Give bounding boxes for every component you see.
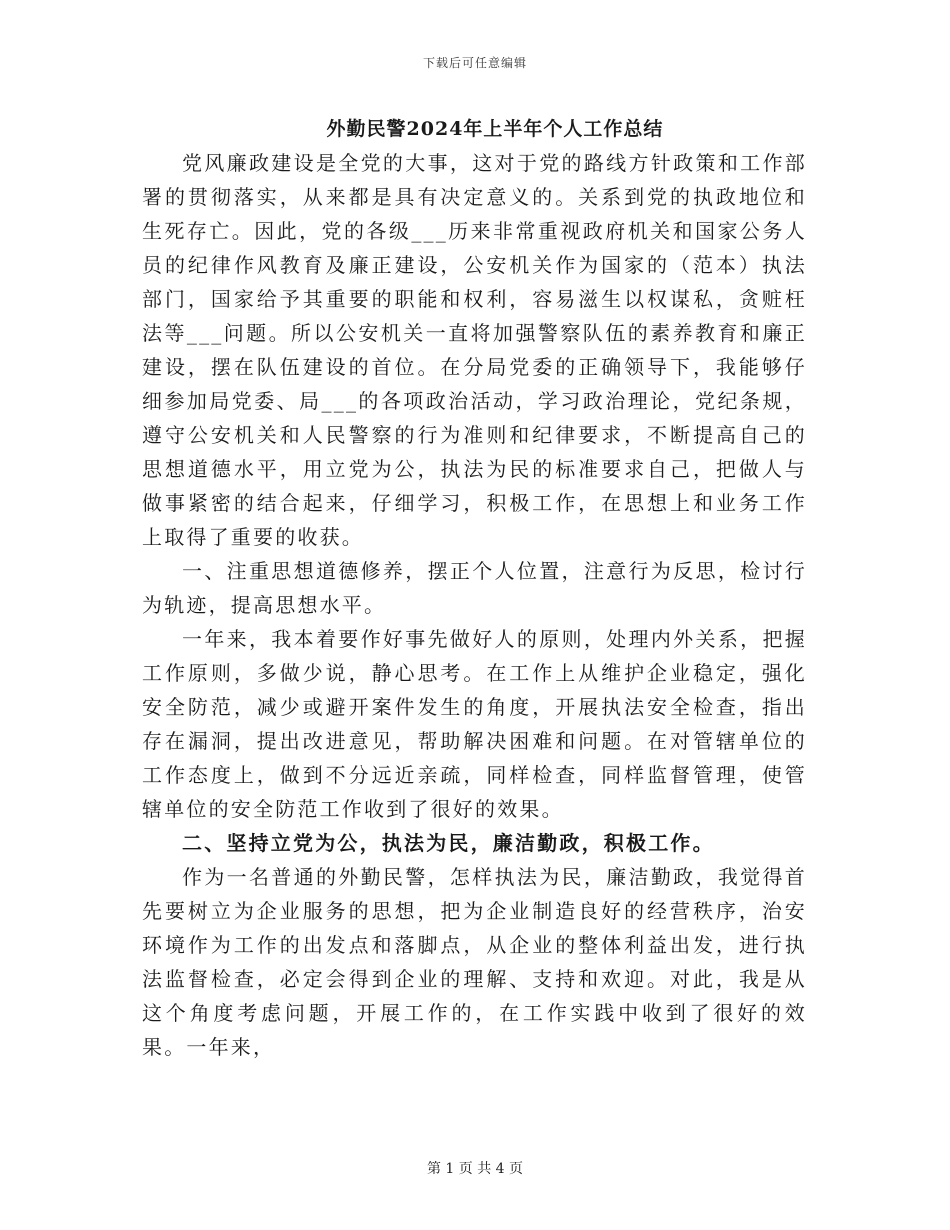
document-body xyxy=(142,146,807,1064)
paragraph-section-two-body: 作为一名普通的外勤民警，怎样执法为民，廉洁勤政，我觉得首先要树立为企业服务的思想，把为企业制造良好的经营秩序，治安环境作为工作的出发点和落脚点，从企业的整体利益出发，进行执法监督检查，必定会得到企业的理解、支持和欢迎。对此，我是从这个角度考虑问题，开展工作的，在工作实践中收到了很好的效果。一年来， xyxy=(142,865,807,1059)
page-title: 外勤民警2024年上半年个人工作总结 xyxy=(326,118,664,140)
paragraph-section-two-heading: 二、坚持立党为公，执法为民，廉洁勤政，积极工作。 xyxy=(182,831,715,855)
paragraph-section-one-body: 一年来，我本着要作好事先做好人的原则，处理内外关系，把握工作原则，多做少说，静心思考。在工作上从维护企业稳定，强化安全防范，减少或避开案件发生的角度，开展执法安全检查，指出存在漏洞，提出改进意见，帮助解决困难和问题。在对管辖单位的工作态度上，做到不分远近亲疏，同样检查，同样监督管理，使管辖单位的安全防范工作收到了很好的效果。 xyxy=(142,627,807,821)
page-number: 第 1 页 共 4 页 xyxy=(426,1161,524,1177)
paragraph-intro: 党风廉政建设是全党的大事，这对于党的路线方针政策和工作部署的贯彻落实，从来都是具有决定意义的。关系到党的执政地位和生死存亡。因此，党的各级___历来非常重视政府机关和国家公务人员的纪律作风教育及廉正建设，公安机关作为国家的（范本）执法部门，国家给予其重要的职能和权利，容易滋生以权谋私，贪赃枉法等___问题。所以公安机关一直将加强警察队伍的素养教育和廉正建设，摆在队伍建设的首位。在分局党委的正确领导下，我能够仔细参加局党委、局___的各项政治活动，学习政治理论，党纪条规，遵守公安机关和人民警察的行为准则和纪律要求，不断提高自己的思想道德水平，用立党为公，执法为民的标准要求自己，把做人与做事紧密的结合起来，仔细学习，积极工作，在思想上和业务工作上取得了重要的收获。 xyxy=(142,151,807,549)
header-note: 下载后可任意编辑 xyxy=(422,56,527,70)
paragraph-section-one-heading: 一、注重思想道德修养，摆正个人位置，注意行为反思，检讨行为轨迹，提高思想水平。 xyxy=(142,559,807,617)
